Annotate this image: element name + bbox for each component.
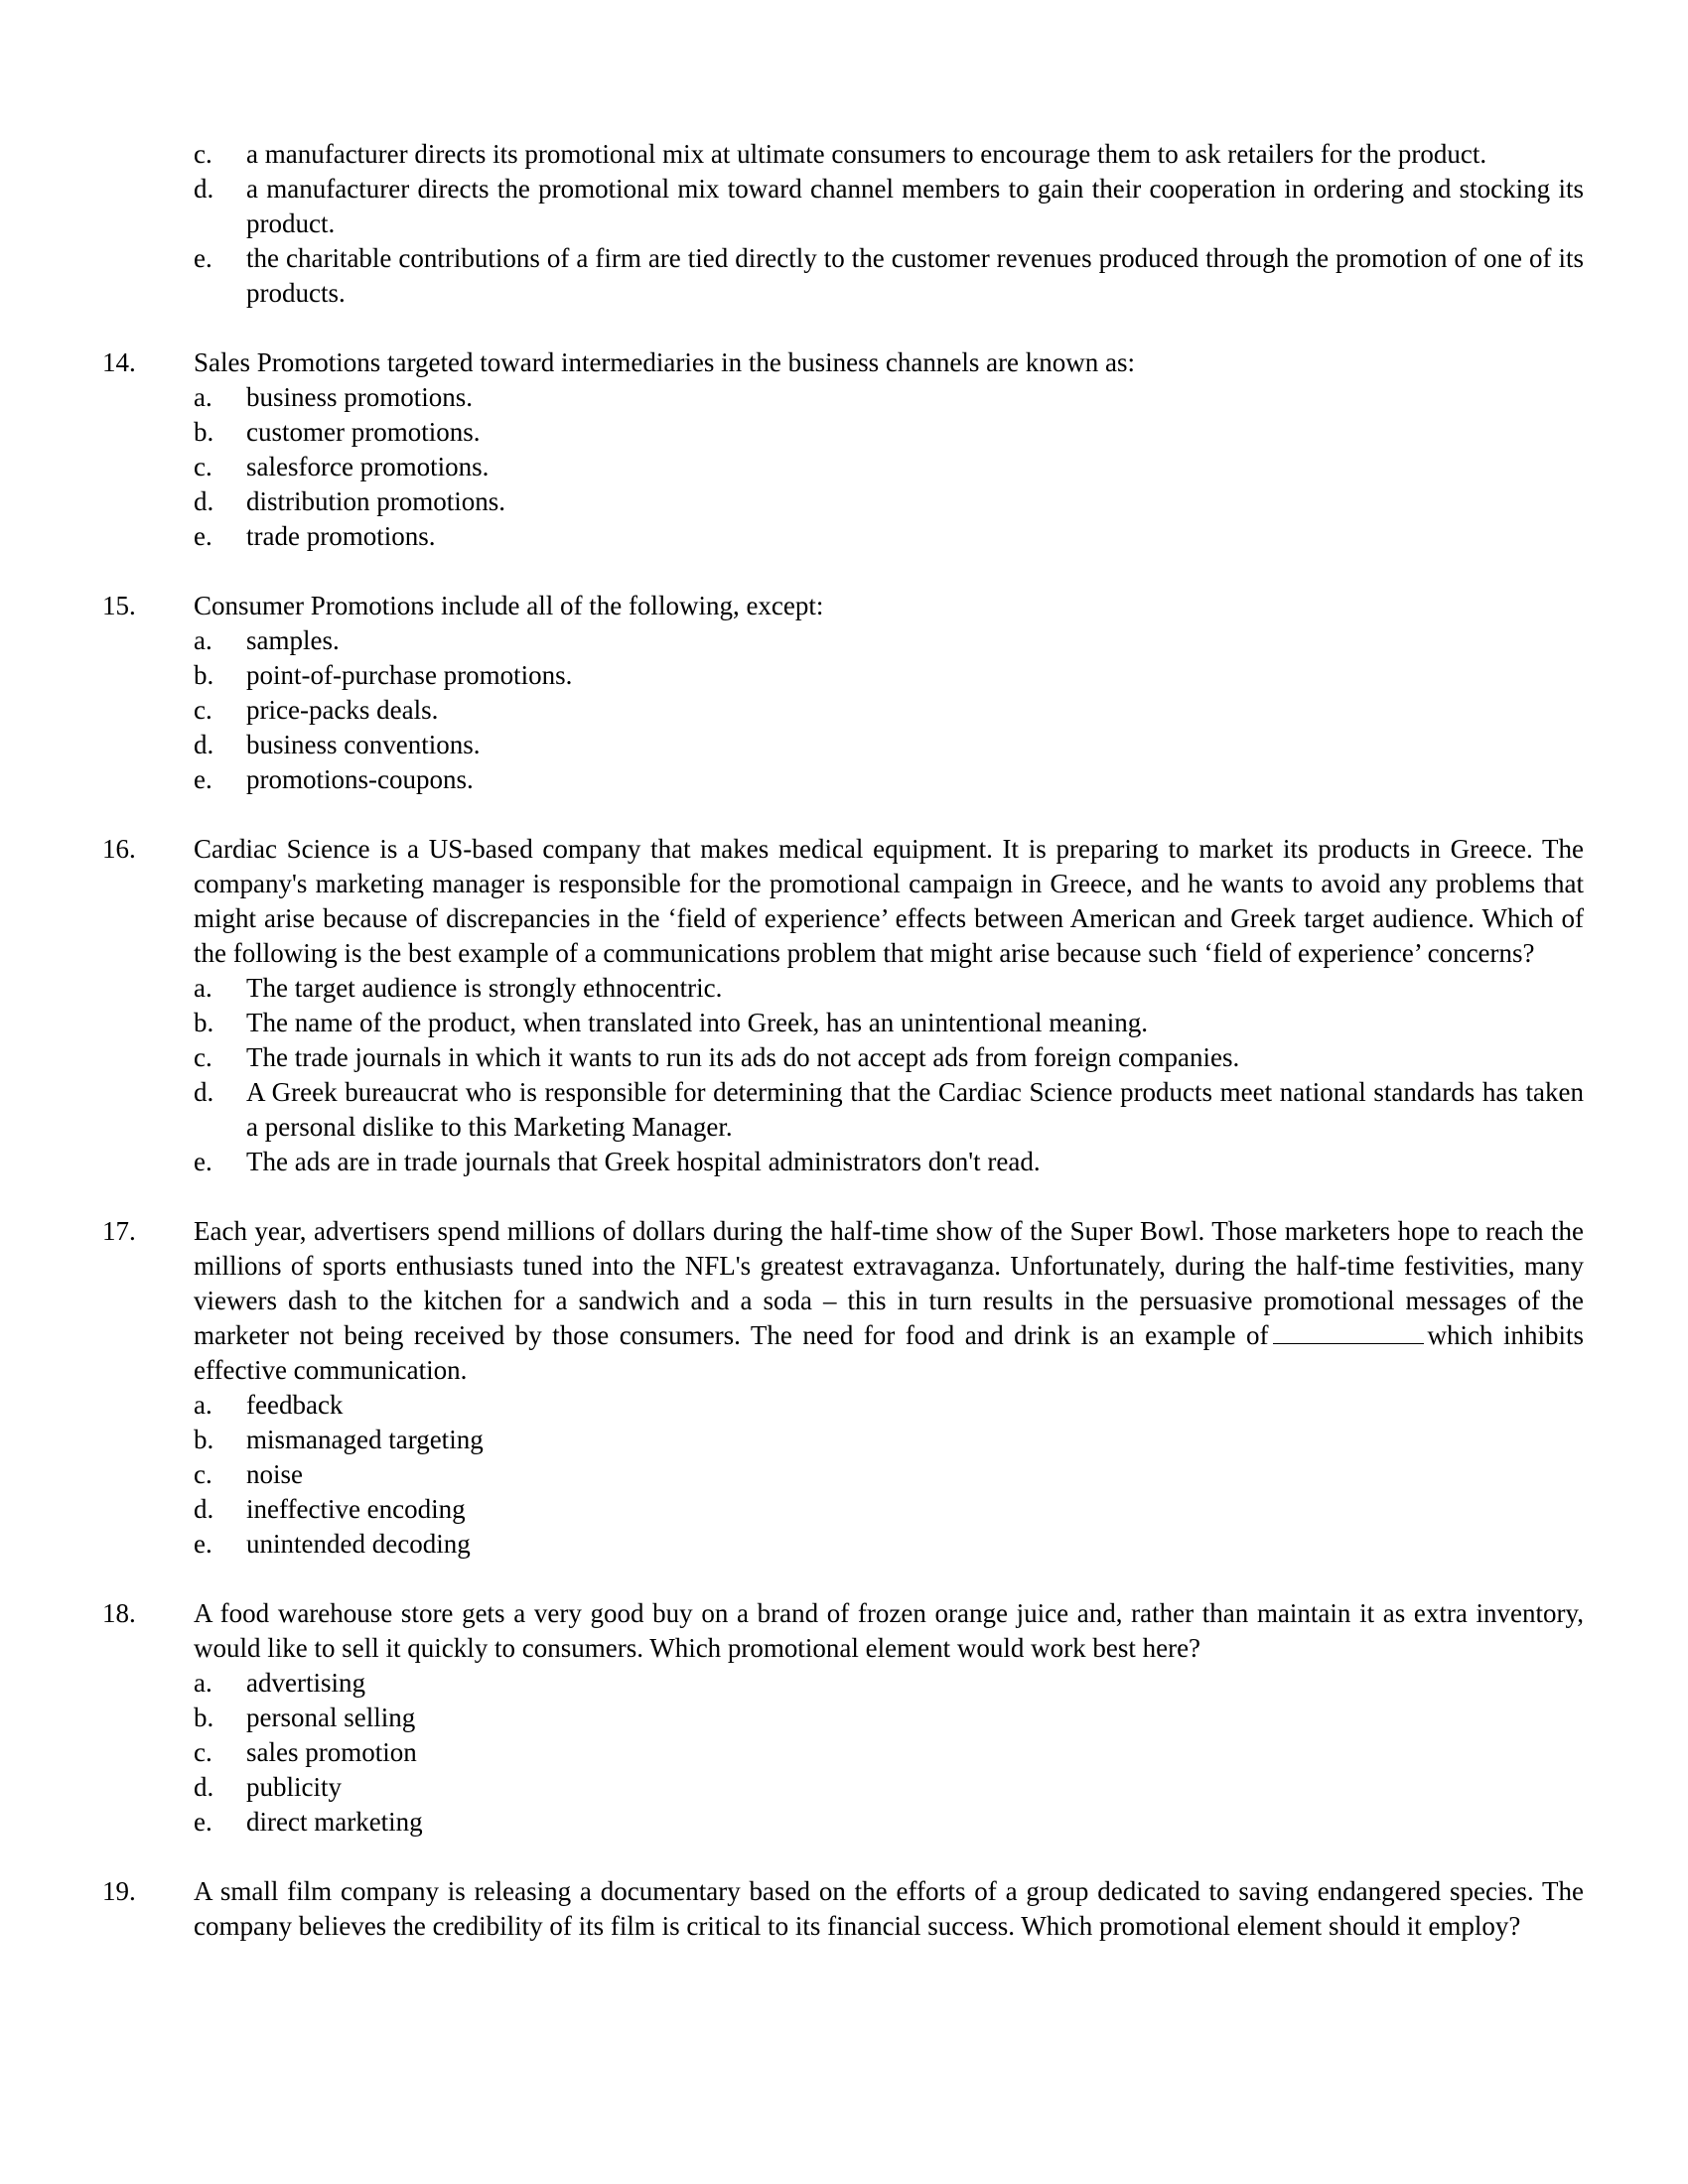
option-text: The trade journals in which it wants to run its ads do not accept ads from foreign companies. [246, 1042, 1240, 1072]
option-item [194, 1388, 1584, 1423]
stem-after-blank: which inhibits effective communication. [194, 1320, 1585, 1385]
option-letter: e. [194, 764, 212, 794]
option-text: direct marketing [246, 1807, 423, 1837]
question-options [194, 623, 1584, 797]
option-letter: e. [194, 1807, 212, 1837]
option-text: point-of-purchase promotions. [246, 660, 573, 690]
question-19 [102, 1874, 1584, 1944]
option-letter: c. [194, 695, 212, 725]
option-text: customer promotions. [246, 417, 481, 447]
question-stem: A small film company is releasing a documentary based on the efforts of a group dedicated to saving endangered species. The company believes the credibility of its film is critical to its financial success. Which promotional element should it employ? [194, 1876, 1584, 1941]
option-text: feedback [246, 1390, 344, 1420]
option-text: A Greek bureaucrat who is responsible for determining that the Cardiac Science products meet national standards has taken a personal dislike to this Marketing Manager. [246, 1077, 1584, 1142]
option-letter: c. [194, 139, 212, 169]
option-letter: a. [194, 382, 212, 412]
option-item [194, 1701, 1584, 1735]
question-options [194, 1388, 1584, 1562]
option-letter: a. [194, 625, 212, 655]
option-letter: b. [194, 417, 214, 447]
option-text: a manufacturer directs the promotional mix toward channel members to gain their cooperation in ordering and stocking its product. [246, 174, 1584, 238]
option-letter: c. [194, 1459, 212, 1489]
option-item [194, 1075, 1584, 1145]
option-item [194, 519, 1584, 554]
option-letter: e. [194, 1147, 212, 1176]
option-item [194, 1006, 1584, 1040]
continued-options [194, 137, 1584, 311]
option-letter: e. [194, 1529, 212, 1559]
question-number: 14. [102, 347, 136, 377]
option-item [194, 1423, 1584, 1457]
option-letter: b. [194, 1425, 214, 1454]
option-item [194, 1805, 1584, 1840]
page-content [102, 137, 1585, 1944]
fill-in-blank [1273, 1321, 1424, 1344]
option-text: samples. [246, 625, 340, 655]
option-text: personal selling [246, 1703, 416, 1732]
option-text: price-packs deals. [246, 695, 439, 725]
option-letter: d. [194, 1077, 214, 1107]
option-letter: e. [194, 243, 212, 273]
option-letter: d. [194, 1772, 214, 1802]
question-options [194, 1666, 1584, 1840]
option-text: distribution promotions. [246, 486, 506, 516]
option-text: a manufacturer directs its promotional mix at ultimate consumers to encourage them to ask retailers for the product. [246, 139, 1487, 169]
option-letter: a. [194, 1390, 212, 1420]
option-text: advertising [246, 1668, 365, 1698]
option-letter: e. [194, 521, 212, 551]
option-item [194, 1527, 1584, 1562]
option-text: promotions-coupons. [246, 764, 474, 794]
question-number: 19. [102, 1876, 136, 1906]
question-number: 15. [102, 591, 136, 620]
question-options [194, 971, 1584, 1179]
option-letter: c. [194, 1042, 212, 1072]
option-item [194, 1040, 1584, 1075]
option-letter: b. [194, 1703, 214, 1732]
option-item [194, 1145, 1584, 1179]
option-item [194, 1666, 1584, 1701]
option-text: the charitable contributions of a firm are tied directly to the customer revenues produced through the promotion of one of its products. [246, 243, 1584, 308]
question-stem: Cardiac Science is a US-based company that makes medical equipment. It is preparing to market its products in Greece. The company's marketing manager is responsible for the promotional campaign in Greece, and he wants to avoid any problems that might arise because of discrepancies in the ‘field of experience’ effects between American and Greek target audience. Which of the following is the best example of a communications problem that might arise because such ‘field of experience’ concerns? [194, 834, 1584, 968]
option-item [194, 693, 1584, 728]
question-16 [102, 832, 1584, 1179]
option-item [194, 971, 1584, 1006]
option-letter: d. [194, 174, 214, 204]
option-item [194, 728, 1584, 762]
option-letter: b. [194, 1008, 214, 1037]
option-letter: d. [194, 1494, 214, 1524]
option-item [194, 450, 1584, 484]
option-text: The target audience is strongly ethnocentric. [246, 973, 723, 1003]
option-item [194, 172, 1584, 241]
option-text: business conventions. [246, 730, 481, 759]
option-text: The ads are in trade journals that Greek hospital administrators don't read. [246, 1147, 1041, 1176]
question-stem [194, 1214, 1584, 1388]
option-item [194, 380, 1584, 415]
option-text: mismanaged targeting [246, 1425, 484, 1454]
option-item [194, 1457, 1584, 1492]
option-letter: a. [194, 1668, 212, 1698]
option-item [194, 484, 1584, 519]
question-options [194, 380, 1584, 554]
option-text: ineffective encoding [246, 1494, 466, 1524]
option-letter: d. [194, 730, 214, 759]
option-text: business promotions. [246, 382, 474, 412]
option-letter: b. [194, 660, 214, 690]
option-item [194, 415, 1584, 450]
question-18 [102, 1596, 1584, 1840]
option-text: noise [246, 1459, 303, 1489]
option-text: salesforce promotions. [246, 452, 490, 481]
question-17 [102, 1214, 1585, 1562]
option-item [194, 137, 1584, 172]
question-number: 17. [102, 1216, 136, 1246]
option-text: sales promotion [246, 1737, 417, 1767]
option-item [194, 762, 1584, 797]
option-item [194, 1735, 1584, 1770]
option-letter: c. [194, 452, 212, 481]
option-item [194, 1492, 1584, 1527]
question-stem: Consumer Promotions include all of the following, except: [194, 591, 824, 620]
option-letter: a. [194, 973, 212, 1003]
stem-before-blank: Each year, advertisers spend millions of dollars during the half-time show of the Super Bowl. Those marketers hope to reach the millions of sports enthusiasts tuned into the NFL's greatest extravaganza. Unfortunately, during the half-time festivities, many viewers dash to the kitchen for a sandwich and a soda – this in turn results in the persuasive promotional messages of the marketer not being received by those consumers. The need for food and drink is an example of [194, 1216, 1584, 1350]
option-text: trade promotions. [246, 521, 436, 551]
option-item [194, 1770, 1584, 1805]
question-stem: A food warehouse store gets a very good buy on a brand of frozen orange juice and, rather than maintain it as extra inventory, would like to sell it quickly to consumers. Which promotional element would work best here? [194, 1598, 1584, 1663]
question-14 [102, 345, 1584, 554]
option-letter: c. [194, 1737, 212, 1767]
question-number: 16. [102, 834, 136, 864]
option-text: unintended decoding [246, 1529, 471, 1559]
option-item [194, 658, 1584, 693]
option-letter: d. [194, 486, 214, 516]
question-stem: Sales Promotions targeted toward intermediaries in the business channels are known as: [194, 347, 1136, 377]
question-15 [102, 589, 1584, 797]
option-text: publicity [246, 1772, 342, 1802]
option-text: The name of the product, when translated into Greek, has an unintentional meaning. [246, 1008, 1148, 1037]
question-number: 18. [102, 1598, 136, 1628]
option-item [194, 623, 1584, 658]
option-item [194, 241, 1584, 311]
